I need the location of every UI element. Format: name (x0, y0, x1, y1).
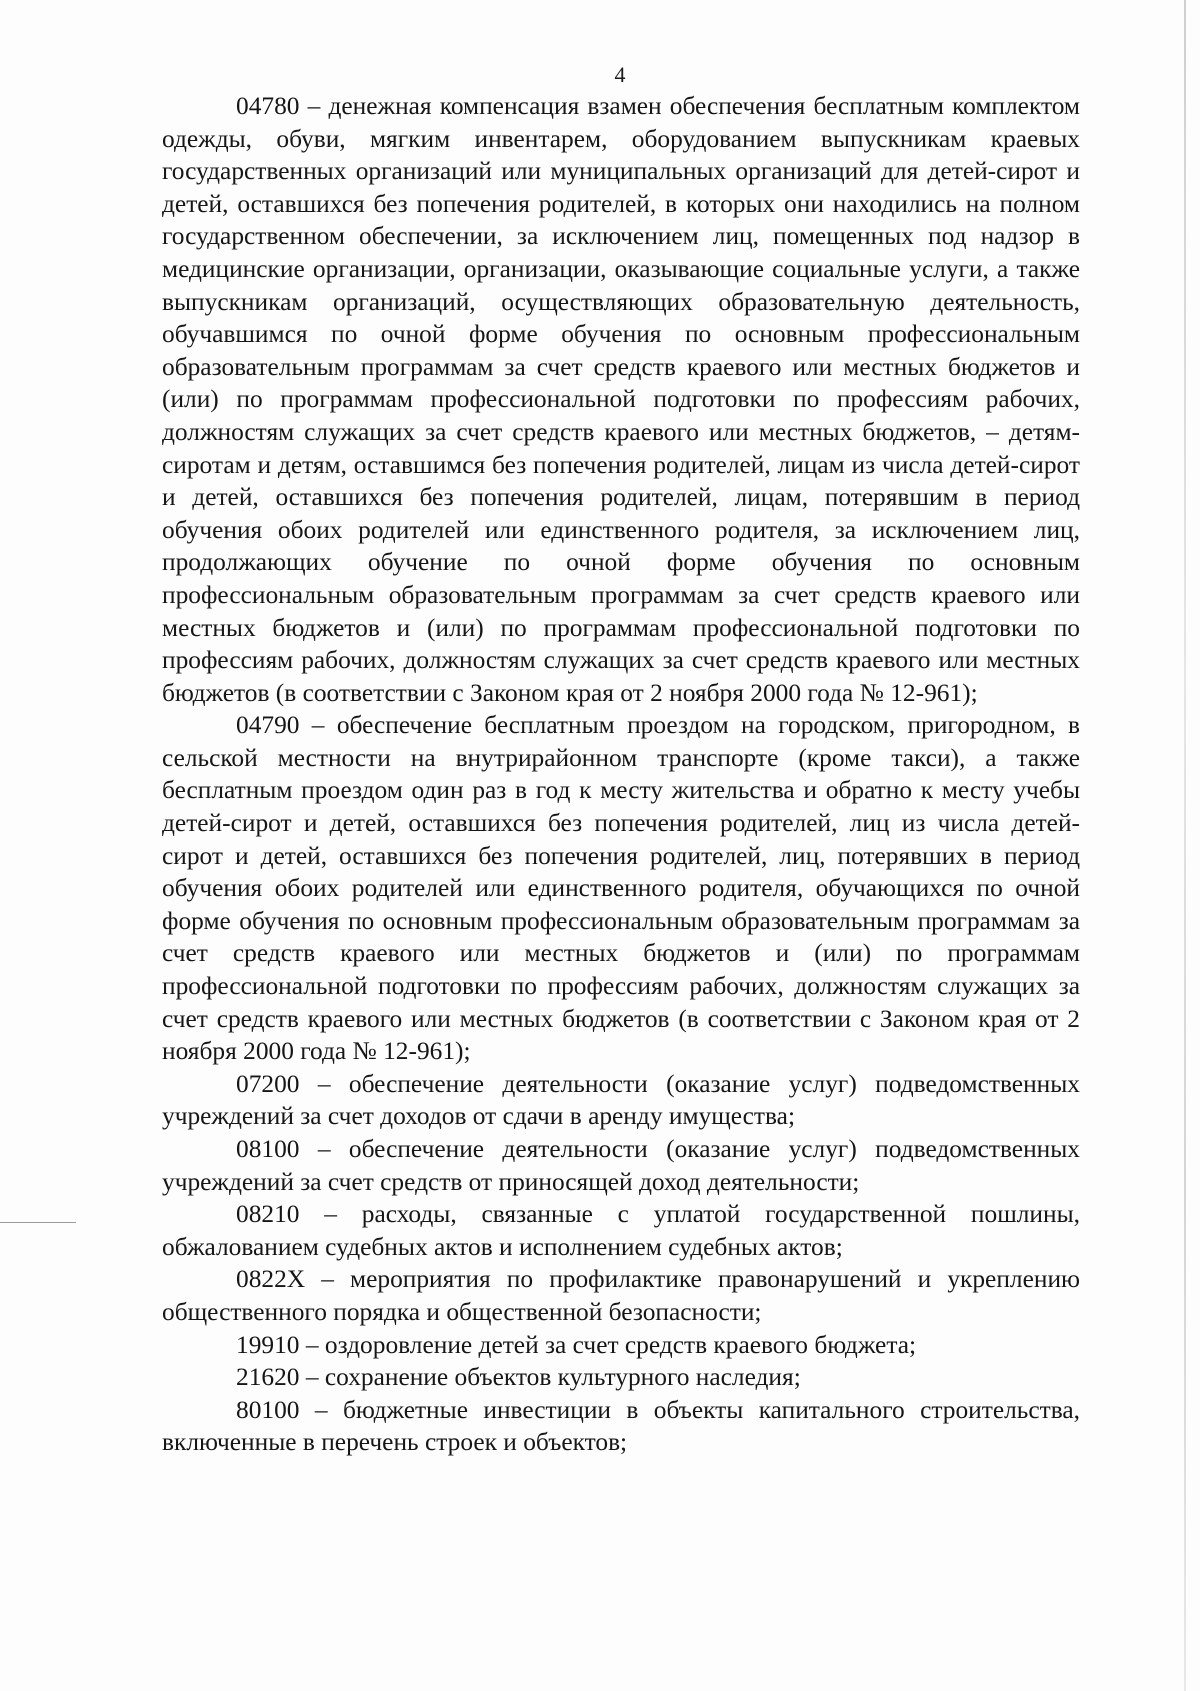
paragraph-08210: 08210 – расходы, связанные с уплатой государственной пошлины, обжалованием судебных актов и исполнением судебных актов; (162, 1200, 1080, 1261)
scan-edge (1184, 0, 1186, 1691)
document-body (162, 90, 1080, 1459)
paragraph-80100: 80100 – бюджетные инвестиции в объекты капитального строительства, включенные в перечень строек и объектов; (162, 1395, 1080, 1457)
paragraph-04780: 04780 – денежная компенсация взамен обеспечения бесплатным комплектом одежды, обуви, мягким инвентарем, оборудованием выпускникам краевых государственных организаций или муниципальных организаций для детей-сирот и детей, оставшихся без попечения родителей, в которых они находились на полном государственном обеспечении, за исключением лиц, помещенных под надзор в медицинские организации, организации, оказывающие социальные услуги, а также выпускникам организаций, осуществляющих образовательную деятельность, обучавшимся по очной форме обучения по основным профессиональным образовательным программам за счет средств краевого или местных бюджетов и (или) по программам профессиональной подготовки по профессиям рабочих, должностям служащих за счет средств краевого или местных бюджетов, – детям-сиротам и детям, оставшимся без попечения родителей, лицам из числа детей-сирот и детей, оставшихся без попечения родителей, лицам, потерявшим в период обучения обоих родителей или единственного родителя, за исключением лиц, продолжающих обучение по очной форме обучения по основным профессиональным образовательным программам за счет средств краевого или местных бюджетов и (или) по программам профессиональной подготовки по профессиям рабочих, должностям служащих за счет средств краевого или местных бюджетов (в соответствии с Законом края от 2 ноября 2000 года № 12-961); (162, 92, 1080, 707)
paragraph-08100: 08100 – обеспечение деятельности (оказание услуг) подведомственных учреждений за счет средств от приносящей доход деятельности; (162, 1135, 1080, 1196)
paragraph-19910: 19910 – оздоровление детей за счет средств краевого бюджета; (236, 1330, 917, 1359)
paragraph-0822x: 0822Х – мероприятия по профилактике правонарушений и укреплению общественного порядка и общественной безопасности; (162, 1265, 1080, 1326)
page-number: 4 (614, 62, 626, 87)
paragraph-07200: 07200 – обеспечение деятельности (оказание услуг) подведомственных учреждений за счет доходов от сдачи в аренду имущества; (162, 1069, 1080, 1131)
paragraph-21620: 21620 – сохранение объектов культурного наследия; (236, 1363, 801, 1392)
paragraph-04790: 04790 – обеспечение бесплатным проездом на городском, пригородном, в сельской местности на внутрирайонном транспорте (кроме такси), а также бесплатным проездом один раз в год к месту жительства и обратно к месту учебы детей-сирот и детей, оставшихся без попечения родителей, лиц из числа детей-сирот и детей, оставшихся без попечения родителей, лиц, потерявших в период обучения обоих родителей или единственного родителя, обучающихся по очной форме обучения по основным профессиональным образовательным программам за счет средств краевого или местных бюджетов и (или) по программам профессиональной подготовки по профессиям рабочих, должностям служащих за счет средств краевого или местных бюджетов (в соответствии с Законом края от 2 ноября 2000 года № 12-961); (162, 711, 1080, 1066)
margin-mark (0, 1222, 76, 1223)
